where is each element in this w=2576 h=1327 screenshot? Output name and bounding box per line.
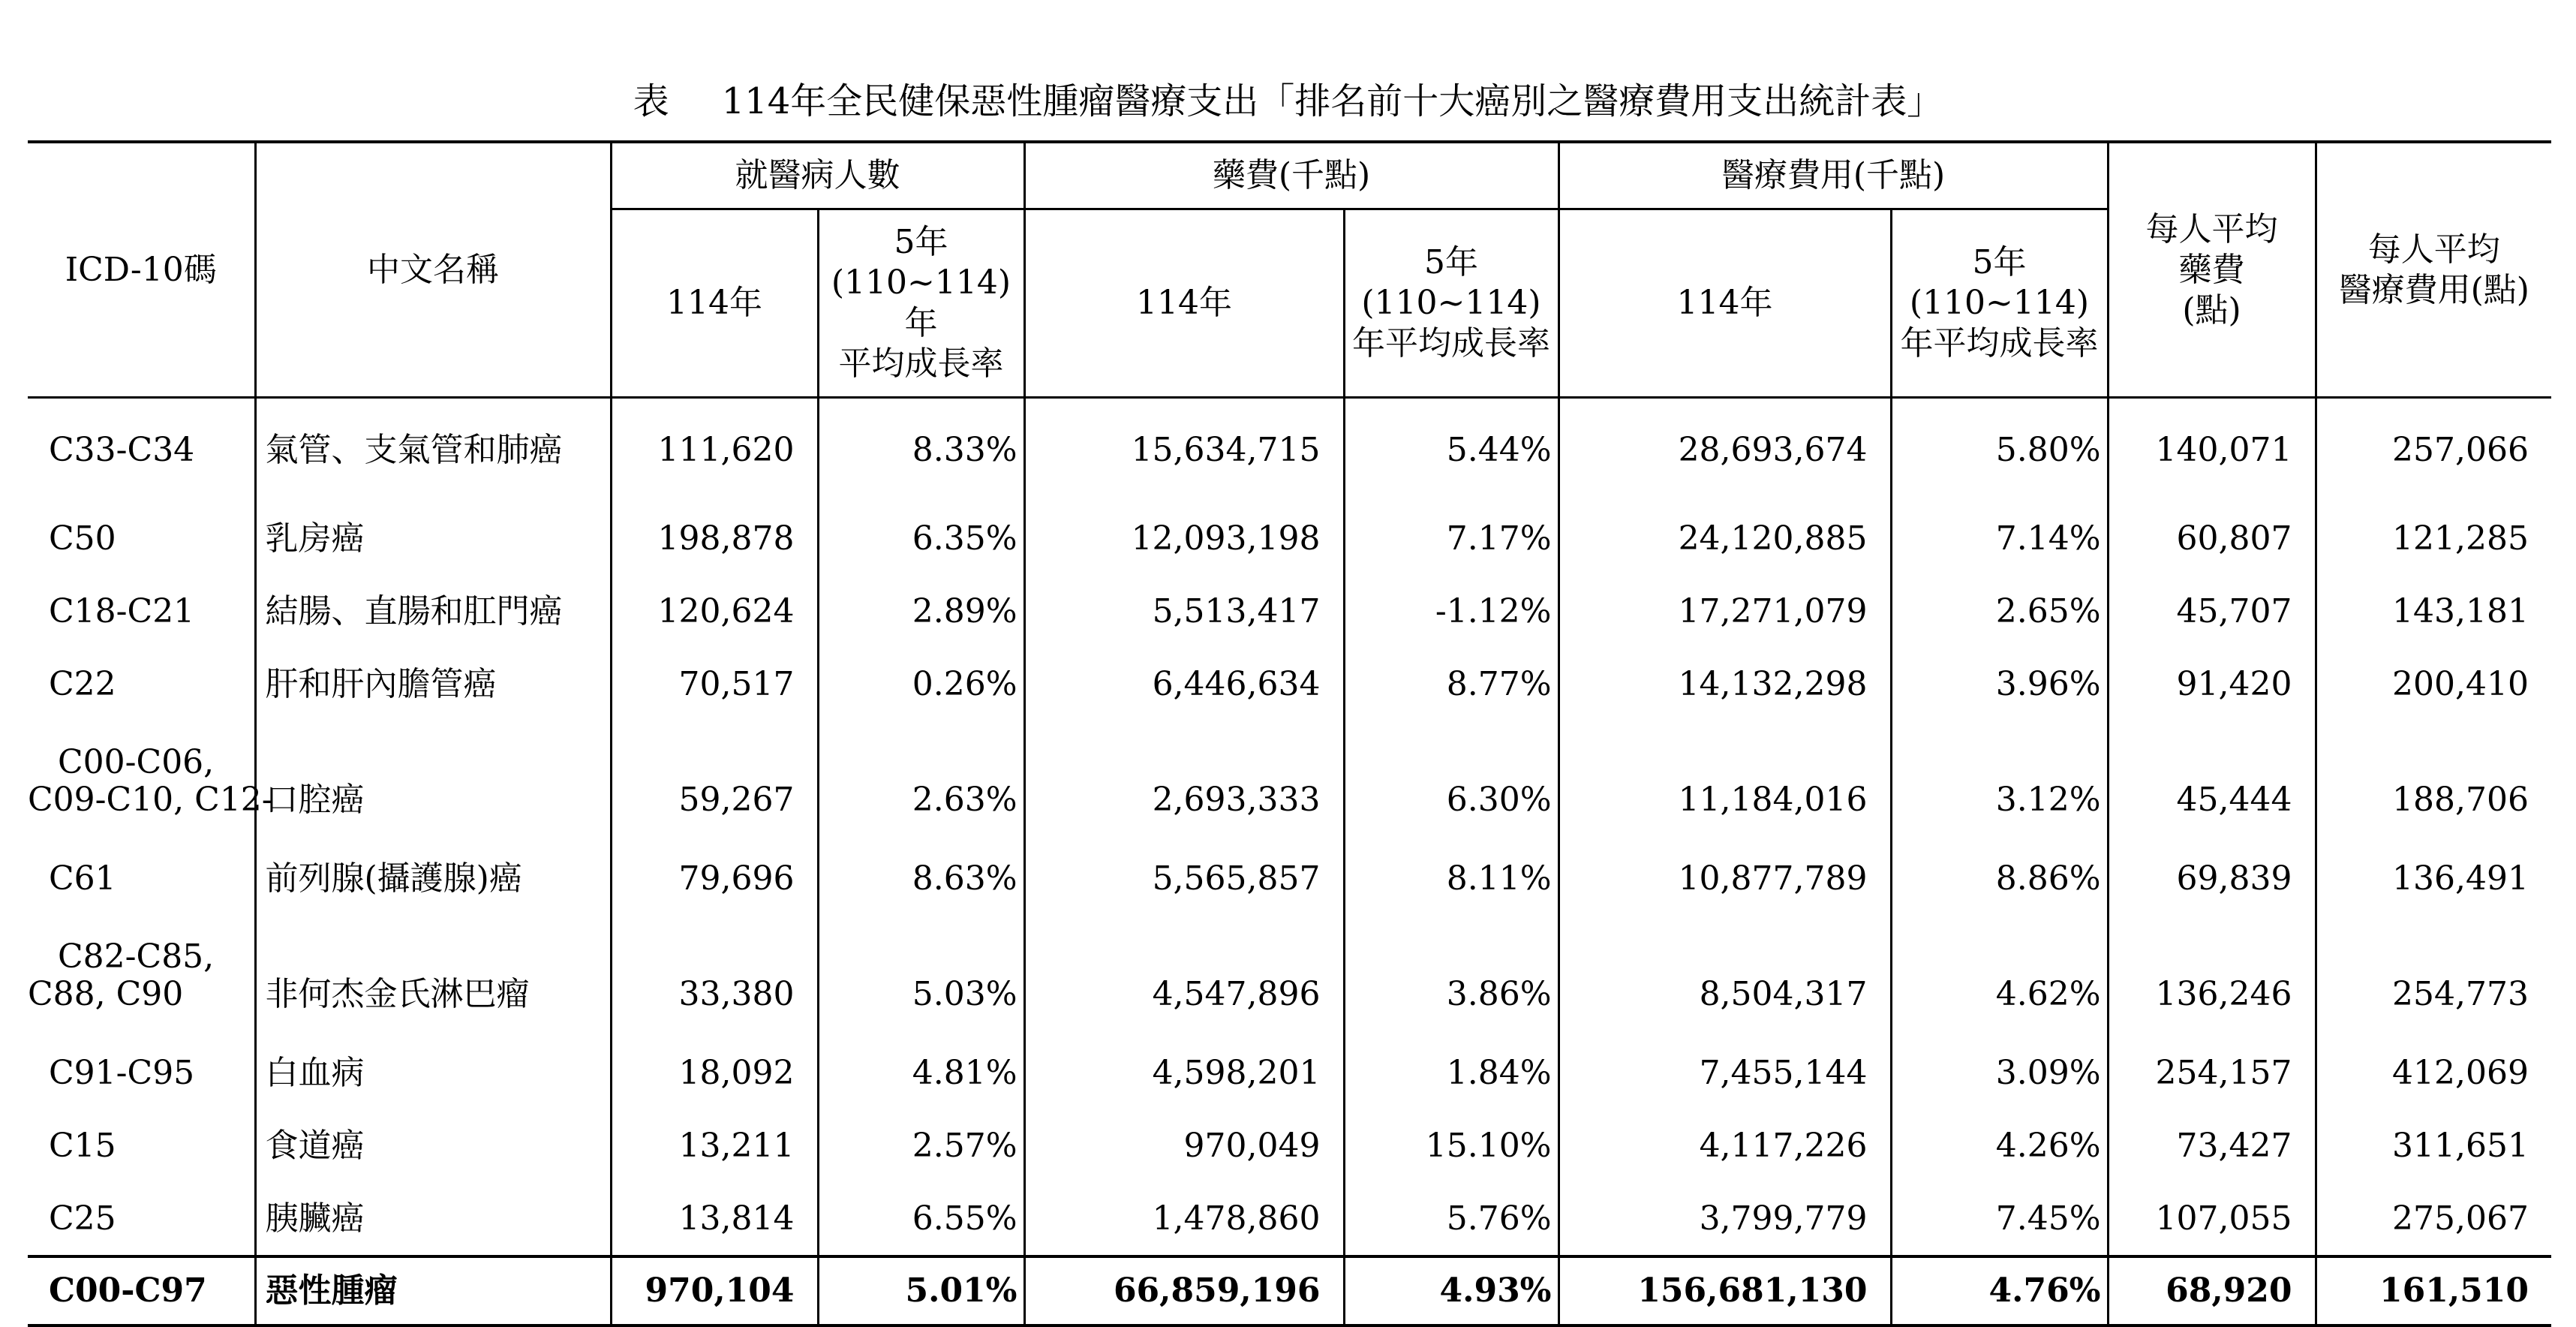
icd-line: C82-C85,: [58, 937, 215, 976]
cell-name: 口腔癌: [255, 721, 611, 842]
cell-drug: 4,547,896: [1024, 915, 1344, 1037]
icd-line: C61: [49, 859, 116, 898]
total-icd: C00-C97: [28, 1256, 255, 1325]
cell-medical-growth: 5.80%: [1891, 398, 2108, 503]
icd-line: C33-C34: [49, 431, 195, 469]
cell-medical: 3,799,779: [1559, 1182, 1891, 1256]
header-drug-year: 114年: [1024, 209, 1344, 398]
cell-name: 氣管、支氣管和肺癌: [255, 398, 611, 503]
cell-medical-growth: 7.14%: [1891, 502, 2108, 575]
cell-drug-growth: 5.76%: [1344, 1182, 1559, 1256]
cell-per-drug: 45,444: [2108, 721, 2316, 842]
cell-medical: 17,271,079: [1559, 575, 1891, 648]
icd-line: C15: [49, 1126, 116, 1165]
icd-line: C50: [49, 519, 116, 558]
cell-patients: 79,696: [611, 842, 818, 915]
cell-per-medical: 257,066: [2316, 398, 2551, 503]
cell-icd: [28, 398, 255, 503]
header-medical-growth: 5年(110~114) 年平均成長率: [1891, 209, 2108, 398]
cell-name: 前列腺(攝護腺)癌: [255, 842, 611, 915]
cell-patients: 18,092: [611, 1037, 818, 1109]
cell-patients: 13,814: [611, 1182, 818, 1256]
header-drug-growth: 5年(110~114) 年平均成長率: [1344, 209, 1559, 398]
header-icd: ICD-10碼: [28, 142, 255, 398]
cell-drug: 5,513,417: [1024, 575, 1344, 648]
cell-drug-growth: 6.30%: [1344, 721, 1559, 842]
cell-medical-growth: 4.62%: [1891, 915, 2108, 1037]
icd-line: C00-C06,: [58, 743, 215, 781]
table-row: [28, 398, 2551, 503]
cell-medical: 28,693,674: [1559, 398, 1891, 503]
cell-drug: 15,634,715: [1024, 398, 1344, 503]
table-title: [0, 77, 2576, 125]
icd-line: C09-C10, C12-: [28, 781, 273, 819]
cell-per-medical: 254,773: [2316, 915, 2551, 1037]
table-row: [28, 648, 2551, 721]
header-name: 中文名稱: [255, 142, 611, 398]
cell-patients-growth: 6.35%: [818, 502, 1024, 575]
cell-per-drug: 136,246: [2108, 915, 2316, 1037]
cell-per-drug: 69,839: [2108, 842, 2316, 915]
cell-per-medical: 121,285: [2316, 502, 2551, 575]
cell-patients-growth: 8.63%: [818, 842, 1024, 915]
table-title-text: 114年全民健保惡性腫瘤醫療支出「排名前十大癌別之醫療費用支出統計表」: [721, 80, 1943, 122]
cell-patients: 33,380: [611, 915, 818, 1037]
table-row: [28, 575, 2551, 648]
header-per-person-medical: 每人平均 醫療費用(點): [2316, 142, 2551, 398]
cell-name: 非何杰金氏淋巴瘤: [255, 915, 611, 1037]
table-row: [28, 502, 2551, 575]
total-per-drug: 68,920: [2108, 1256, 2316, 1325]
cell-medical: 11,184,016: [1559, 721, 1891, 842]
cell-icd: [28, 721, 273, 842]
table-row: [28, 915, 2551, 1037]
cell-drug-growth: 7.17%: [1344, 502, 1559, 575]
cell-medical-growth: 3.09%: [1891, 1037, 2108, 1109]
cell-per-drug: 91,420: [2108, 648, 2316, 721]
table-row: [28, 1037, 2551, 1109]
cell-medical: 4,117,226: [1559, 1109, 1891, 1182]
total-name: 惡性腫瘤: [255, 1256, 611, 1325]
cell-medical: 10,877,789: [1559, 842, 1891, 915]
header-medical-year: 114年: [1559, 209, 1891, 398]
cell-drug: 5,565,857: [1024, 842, 1344, 915]
cell-drug: 970,049: [1024, 1109, 1344, 1182]
cell-patients-growth: 4.81%: [818, 1037, 1024, 1109]
cell-per-drug: 73,427: [2108, 1109, 2316, 1182]
cell-patients: 13,211: [611, 1109, 818, 1182]
cell-patients: 198,878: [611, 502, 818, 575]
icd-line: C25: [49, 1199, 116, 1238]
cell-drug-growth: 3.86%: [1344, 915, 1559, 1037]
cell-icd: [28, 502, 255, 575]
cell-per-drug: 140,071: [2108, 398, 2316, 503]
cell-medical: 14,132,298: [1559, 648, 1891, 721]
cell-patients: 111,620: [611, 398, 818, 503]
cell-per-drug: 45,707: [2108, 575, 2316, 648]
cell-per-medical: 136,491: [2316, 842, 2551, 915]
cell-drug: 1,478,860: [1024, 1182, 1344, 1256]
cell-icd: [28, 1109, 255, 1182]
total-per-medical: 161,510: [2316, 1256, 2551, 1325]
cell-drug: 6,446,634: [1024, 648, 1344, 721]
header-drug-group: 藥費(千點): [1024, 142, 1559, 209]
icd-line: C22: [49, 664, 116, 703]
cell-per-drug: 254,157: [2108, 1037, 2316, 1109]
cell-name: 乳房癌: [255, 502, 611, 575]
cell-drug: 2,693,333: [1024, 721, 1344, 842]
cell-icd: [28, 648, 255, 721]
header-patients-group: 就醫病人數: [611, 142, 1024, 209]
cell-per-medical: 200,410: [2316, 648, 2551, 721]
cell-patients: 70,517: [611, 648, 818, 721]
total-row: [28, 1256, 2551, 1325]
cell-patients-growth: 0.26%: [818, 648, 1024, 721]
cell-drug-growth: 1.84%: [1344, 1037, 1559, 1109]
table-body: [28, 398, 2551, 1257]
cell-per-medical: 143,181: [2316, 575, 2551, 648]
cell-medical-growth: 2.65%: [1891, 575, 2108, 648]
cell-drug-growth: 5.44%: [1344, 398, 1559, 503]
cell-patients: 59,267: [611, 721, 818, 842]
cell-per-medical: 275,067: [2316, 1182, 2551, 1256]
header-patients-year: 114年: [611, 209, 818, 398]
cell-patients-growth: 8.33%: [818, 398, 1024, 503]
cell-per-medical: 412,069: [2316, 1037, 2551, 1109]
cell-per-medical: 311,651: [2316, 1109, 2551, 1182]
cell-icd: [28, 842, 255, 915]
header-medical-group: 醫療費用(千點): [1559, 142, 2108, 209]
table-row: [28, 842, 2551, 915]
table-title-prefix: 表: [633, 80, 669, 122]
cell-patients-growth: 5.03%: [818, 915, 1024, 1037]
cell-drug-growth: 8.77%: [1344, 648, 1559, 721]
total-medical-growth: 4.76%: [1891, 1256, 2108, 1325]
cell-drug: 12,093,198: [1024, 502, 1344, 575]
cell-medical-growth: 4.26%: [1891, 1109, 2108, 1182]
cell-patients-growth: 2.57%: [818, 1109, 1024, 1182]
cell-name: 胰臟癌: [255, 1182, 611, 1256]
total-medical: 156,681,130: [1559, 1256, 1891, 1325]
cell-patients-growth: 2.63%: [818, 721, 1024, 842]
table-row: [28, 1109, 2551, 1182]
cell-icd: [28, 1037, 255, 1109]
cell-per-drug: 60,807: [2108, 502, 2316, 575]
header-per-person-drug: 每人平均 藥費 (點): [2108, 142, 2316, 398]
cancer-expenditure-table: [28, 140, 2551, 1327]
cell-per-drug: 107,055: [2108, 1182, 2316, 1256]
cell-patients-growth: 6.55%: [818, 1182, 1024, 1256]
cell-icd: [28, 575, 255, 648]
icd-line: C18-C21: [49, 591, 195, 630]
cell-per-medical: 188,706: [2316, 721, 2551, 842]
cell-name: 結腸、直腸和肛門癌: [255, 575, 611, 648]
cell-medical-growth: 3.96%: [1891, 648, 2108, 721]
cell-drug: 4,598,201: [1024, 1037, 1344, 1109]
cell-patients: 120,624: [611, 575, 818, 648]
icd-line: C88, C90: [28, 975, 184, 1013]
cell-patients-growth: 2.89%: [818, 575, 1024, 648]
cell-medical-growth: 8.86%: [1891, 842, 2108, 915]
cell-name: 食道癌: [255, 1109, 611, 1182]
cell-medical-growth: 3.12%: [1891, 721, 2108, 842]
total-patients-growth: 5.01%: [818, 1256, 1024, 1325]
cell-drug-growth: 15.10%: [1344, 1109, 1559, 1182]
cell-drug-growth: -1.12%: [1344, 575, 1559, 648]
header-patients-growth: 5年 (110~114)年 平均成長率: [818, 209, 1024, 398]
cell-medical: 24,120,885: [1559, 502, 1891, 575]
cell-name: 白血病: [255, 1037, 611, 1109]
total-drug: 66,859,196: [1024, 1256, 1344, 1325]
icd-line: C91-C95: [49, 1053, 195, 1092]
cell-icd: [28, 915, 255, 1037]
cell-medical: 7,455,144: [1559, 1037, 1891, 1109]
cell-icd: [28, 1182, 255, 1256]
total-patients: 970,104: [611, 1256, 818, 1325]
table-row: [28, 721, 2551, 842]
cell-name: 肝和肝內膽管癌: [255, 648, 611, 721]
cell-drug-growth: 8.11%: [1344, 842, 1559, 915]
cell-medical: 8,504,317: [1559, 915, 1891, 1037]
cell-medical-growth: 7.45%: [1891, 1182, 2108, 1256]
table-row: [28, 1182, 2551, 1256]
total-drug-growth: 4.93%: [1344, 1256, 1559, 1325]
